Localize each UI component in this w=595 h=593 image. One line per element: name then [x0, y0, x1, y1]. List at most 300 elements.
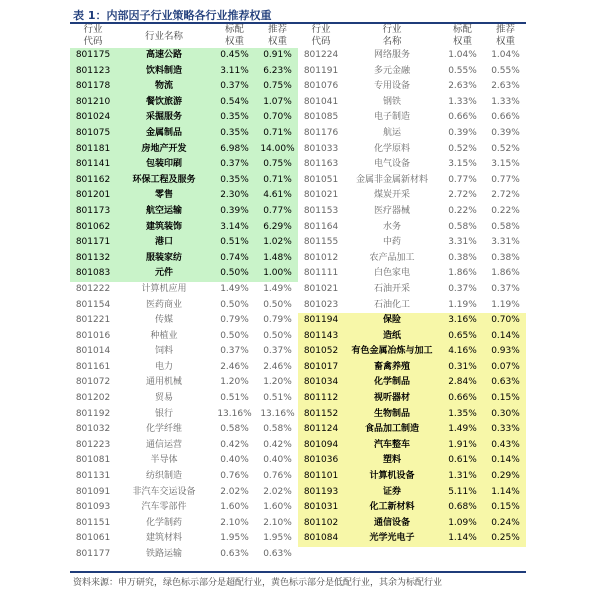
table-row: [298, 157, 526, 173]
table-row: [298, 360, 526, 376]
table-row: [70, 251, 298, 267]
industry-name: 白色家电: [373, 268, 410, 279]
industry-name: 电子制造: [373, 112, 410, 123]
left-header-row: [70, 24, 298, 48]
recommended-weight: 6.29%: [257, 220, 298, 236]
industry-code: 801014: [75, 346, 111, 357]
table-row: [298, 220, 526, 236]
industry-name: 化学原料: [373, 143, 410, 154]
industry-code: 801033: [303, 143, 339, 154]
recommended-weight: 0.07%: [485, 360, 526, 376]
industry-code: 801081: [75, 455, 111, 466]
recommended-weight: 0.15%: [485, 391, 526, 407]
industry-name: 造纸: [344, 329, 440, 345]
table-row: [298, 235, 526, 251]
recommended-weight: 1.95%: [263, 533, 292, 544]
table-row: [70, 204, 298, 220]
industry-name: 钢铁: [382, 96, 401, 107]
benchmark-weight: 0.37%: [212, 157, 257, 173]
table-row: [70, 485, 298, 501]
industry-name: 计算机设备: [344, 469, 440, 485]
recommended-weight: 0.51%: [263, 393, 292, 404]
benchmark-weight: 1.14%: [440, 531, 485, 547]
industry-code: 801224: [303, 50, 339, 60]
industry-name: 化工新材料: [344, 500, 440, 516]
benchmark-weight: 0.35%: [212, 173, 257, 189]
industry-name: 畜禽养殖: [344, 360, 440, 376]
benchmark-weight: 1.33%: [448, 96, 477, 107]
industry-code: 801094: [298, 438, 344, 454]
industry-code: 801222: [75, 283, 111, 294]
industry-name: 多元金融: [373, 65, 410, 76]
table-row: [298, 516, 526, 532]
industry-name: 中药: [382, 237, 401, 248]
recommended-weight: 0.14%: [485, 329, 526, 345]
industry-code: 801181: [70, 142, 116, 158]
benchmark-weight: 0.79%: [220, 315, 249, 326]
recommended-weight: 1.20%: [263, 377, 292, 388]
industry-name: 航运: [382, 127, 401, 138]
table-row: [70, 266, 298, 282]
industry-name: 食品加工制造: [344, 422, 440, 438]
recommended-weight: 0.50%: [263, 330, 292, 341]
benchmark-weight: 0.35%: [212, 126, 257, 142]
table-row: [70, 220, 298, 236]
recommended-weight: 1.04%: [491, 50, 520, 60]
table-row: [70, 469, 298, 485]
recommended-weight: 1.00%: [257, 266, 298, 282]
table-row: [298, 298, 526, 314]
benchmark-weight: 0.51%: [212, 235, 257, 251]
recommended-weight: 2.72%: [491, 190, 520, 201]
benchmark-weight: 6.98%: [212, 142, 257, 158]
recommended-weight: 0.30%: [485, 407, 526, 423]
table-row: [298, 329, 526, 345]
industry-name: 网络服务: [373, 50, 410, 60]
table-row: [70, 48, 298, 64]
table-row: [298, 375, 526, 391]
benchmark-weight: 2.46%: [220, 361, 249, 372]
industry-name: 铁路运输: [145, 549, 182, 559]
industry-name: 传媒: [154, 315, 173, 326]
table-row: [298, 173, 526, 189]
industry-code: 801152: [298, 407, 344, 423]
industry-code: 801085: [303, 112, 339, 123]
benchmark-weight: 0.45%: [212, 48, 257, 64]
industry-name: 光学光电子: [344, 531, 440, 547]
benchmark-weight: 0.37%: [212, 79, 257, 95]
benchmark-weight: 0.77%: [448, 174, 477, 185]
benchmark-weight: 3.15%: [448, 159, 477, 170]
table-row: [298, 469, 526, 485]
table-row: [298, 110, 526, 126]
industry-code: 801178: [70, 79, 116, 95]
industry-code: 801132: [70, 251, 116, 267]
industry-name: 医疗器械: [373, 205, 410, 216]
recommended-weight: 0.71%: [257, 126, 298, 142]
recommended-weight: 2.02%: [263, 486, 292, 497]
industry-code: 801091: [75, 486, 111, 497]
industry-name: 塑料: [344, 453, 440, 469]
industry-code: 801194: [298, 313, 344, 329]
table-row: [70, 126, 298, 142]
industry-code: 801171: [70, 235, 116, 251]
recommended-weight: 0.50%: [263, 299, 292, 310]
industry-name: 通信运营: [145, 439, 182, 450]
header-bench: 标配 权重: [224, 24, 244, 47]
recommended-weight: 0.38%: [491, 252, 520, 263]
industry-name: 服装家纺: [116, 251, 212, 267]
recommended-weight: 2.10%: [263, 517, 292, 528]
industry-code: 801012: [303, 252, 339, 263]
table-row: [70, 438, 298, 454]
industry-name: 专用设备: [373, 81, 410, 92]
industry-name: 采掘服务: [116, 110, 212, 126]
benchmark-weight: 0.50%: [220, 330, 249, 341]
industry-name: 汽车零部件: [141, 502, 187, 513]
recommended-weight: 0.29%: [485, 469, 526, 485]
industry-name: 物流: [116, 79, 212, 95]
industry-code: 801223: [75, 439, 111, 450]
industry-name: 化学纤维: [145, 424, 182, 435]
industry-code: 801164: [303, 221, 339, 232]
industry-code: 801154: [75, 299, 111, 310]
recommended-weight: 0.70%: [257, 110, 298, 126]
benchmark-weight: 0.61%: [440, 453, 485, 469]
industry-code: 801093: [75, 502, 111, 513]
header-code: 行业 代码: [83, 24, 103, 47]
industry-name: 化学制品: [344, 375, 440, 391]
industry-name: 石油化工: [373, 299, 410, 310]
benchmark-weight: 0.58%: [220, 424, 249, 435]
table-row: [70, 547, 298, 563]
table-row: [298, 344, 526, 360]
table-row: [70, 313, 298, 329]
recommended-weight: 0.75%: [257, 79, 298, 95]
table-row: [70, 453, 298, 469]
benchmark-weight: 0.55%: [448, 65, 477, 76]
benchmark-weight: 0.68%: [440, 500, 485, 516]
benchmark-weight: 0.58%: [448, 221, 477, 232]
benchmark-weight: 5.11%: [440, 485, 485, 501]
industry-code: 801021: [303, 190, 339, 201]
industry-code: 801083: [70, 266, 116, 282]
industry-name: 电力: [154, 361, 173, 372]
industry-name: 饲料: [154, 346, 173, 357]
industry-name: 金属非金属新材料: [355, 174, 428, 185]
table-row: [298, 48, 526, 64]
industry-name: 计算机应用: [141, 283, 187, 294]
industry-code: 801155: [303, 237, 339, 248]
recommended-weight: 4.61%: [257, 188, 298, 204]
table-row: [298, 188, 526, 204]
benchmark-weight: 2.63%: [448, 81, 477, 92]
industry-code: 801153: [303, 205, 339, 216]
table-row: [70, 344, 298, 360]
industry-code: 801176: [303, 127, 339, 138]
industry-name: 航空运输: [116, 204, 212, 220]
table-row: [298, 282, 526, 298]
table-title: 表 1：内部因子行业策略各行业推荐权重: [73, 9, 272, 22]
industry-name: 建筑装饰: [116, 220, 212, 236]
industry-name: 生物制品: [344, 407, 440, 423]
table-row: [70, 391, 298, 407]
benchmark-weight: 0.31%: [440, 360, 485, 376]
recommended-weight: 0.91%: [257, 48, 298, 64]
industry-name: 水务: [382, 221, 401, 232]
benchmark-weight: 1.35%: [440, 407, 485, 423]
recommended-weight: 0.22%: [491, 205, 520, 216]
benchmark-weight: 0.51%: [220, 393, 249, 404]
recommended-weight: 0.55%: [491, 65, 520, 76]
header-name: 行业 名称: [382, 24, 402, 47]
recommended-weight: 0.77%: [257, 204, 298, 220]
benchmark-weight: 0.35%: [212, 110, 257, 126]
industry-name: 高速公路: [116, 48, 212, 64]
benchmark-weight: 1.31%: [440, 469, 485, 485]
benchmark-weight: 0.63%: [220, 549, 249, 559]
recommended-weight: 3.15%: [491, 159, 520, 170]
table-row: [298, 126, 526, 142]
recommended-weight: 0.42%: [263, 439, 292, 450]
recommended-weight: 0.58%: [263, 424, 292, 435]
industry-code: 801062: [70, 220, 116, 236]
benchmark-weight: 0.66%: [448, 112, 477, 123]
benchmark-weight: 1.95%: [220, 533, 249, 544]
industry-name: 银行: [154, 408, 173, 419]
benchmark-weight: 2.72%: [448, 190, 477, 201]
recommended-weight: 1.60%: [263, 502, 292, 513]
table-row: [70, 235, 298, 251]
industry-code: 801151: [75, 517, 111, 528]
table-row: [298, 531, 526, 547]
benchmark-weight: 2.30%: [212, 188, 257, 204]
industry-code: 801191: [303, 65, 339, 76]
table-row: [70, 188, 298, 204]
benchmark-weight: 1.49%: [220, 283, 249, 294]
industry-code: 801124: [298, 422, 344, 438]
benchmark-weight: 0.39%: [448, 127, 477, 138]
industry-code: 801123: [70, 64, 116, 80]
benchmark-weight: 3.14%: [212, 220, 257, 236]
recommended-weight: 0.75%: [257, 157, 298, 173]
industry-name: 农产品加工: [369, 252, 415, 263]
industry-code: 801162: [70, 173, 116, 189]
recommended-weight: 14.00%: [257, 142, 298, 158]
recommended-weight: 0.40%: [263, 455, 292, 466]
benchmark-weight: 3.16%: [440, 313, 485, 329]
benchmark-weight: 2.84%: [440, 375, 485, 391]
benchmark-weight: 0.54%: [212, 95, 257, 111]
table-row: [70, 173, 298, 189]
benchmark-weight: 0.37%: [220, 346, 249, 357]
industry-name: 零售: [116, 188, 212, 204]
recommended-weight: 0.58%: [491, 221, 520, 232]
recommended-weight: 0.52%: [491, 143, 520, 154]
benchmark-weight: 0.38%: [448, 252, 477, 263]
recommended-weight: 6.23%: [257, 64, 298, 80]
benchmark-weight: 1.04%: [448, 50, 477, 60]
industry-code: 801163: [303, 159, 339, 170]
industry-name: 金属制品: [116, 126, 212, 142]
industry-code: 801051: [303, 174, 339, 185]
recommended-weight: 0.25%: [485, 531, 526, 547]
industry-name: 证券: [344, 485, 440, 501]
table-row: [70, 516, 298, 532]
industry-code: 801101: [298, 469, 344, 485]
benchmark-weight: 1.49%: [440, 422, 485, 438]
industry-code: 801161: [75, 361, 111, 372]
table-row: [70, 298, 298, 314]
recommended-weight: 1.49%: [263, 283, 292, 294]
recommended-weight: 0.24%: [485, 516, 526, 532]
industry-code: 801210: [70, 95, 116, 111]
recommended-weight: 0.70%: [485, 313, 526, 329]
table-row: [70, 407, 298, 423]
industry-name: 电气设备: [373, 159, 410, 170]
industry-code: 801201: [70, 188, 116, 204]
industry-name: 煤炭开采: [373, 190, 410, 201]
industry-name: 贸易: [154, 393, 173, 404]
table-row: [298, 204, 526, 220]
recommended-weight: 1.48%: [257, 251, 298, 267]
benchmark-weight: 1.91%: [440, 438, 485, 454]
table-row: [298, 391, 526, 407]
recommended-weight: 1.02%: [257, 235, 298, 251]
industry-code: 801052: [298, 344, 344, 360]
industry-code: 801017: [298, 360, 344, 376]
industry-name: 非汽车交运设备: [132, 486, 196, 497]
industry-code: 801061: [75, 533, 111, 544]
industry-code: 801102: [298, 516, 344, 532]
industry-code: 801031: [298, 500, 344, 516]
table-row: [298, 95, 526, 111]
benchmark-weight: 0.74%: [212, 251, 257, 267]
benchmark-weight: 2.10%: [220, 517, 249, 528]
recommended-weight: 0.37%: [263, 346, 292, 357]
table-row: [70, 157, 298, 173]
recommended-weight: 0.71%: [257, 173, 298, 189]
benchmark-weight: 1.19%: [448, 299, 477, 310]
industry-code: 801075: [70, 126, 116, 142]
table-row: [70, 360, 298, 376]
right-table: [298, 24, 526, 547]
benchmark-weight: 0.50%: [212, 266, 257, 282]
industry-name: 房地产开发: [116, 142, 212, 158]
table-row: [70, 375, 298, 391]
table-row: [70, 64, 298, 80]
recommended-weight: 0.66%: [491, 112, 520, 123]
industry-code: 801111: [303, 268, 339, 279]
industry-name: 石油开采: [373, 283, 410, 294]
benchmark-weight: 13.16%: [217, 408, 252, 419]
table-row: [298, 407, 526, 423]
industry-name: 医药商业: [145, 299, 182, 310]
industry-code: 801023: [303, 299, 339, 310]
recommended-weight: 1.07%: [257, 95, 298, 111]
industry-name: 环保工程及服务: [116, 173, 212, 189]
recommended-weight: 0.76%: [263, 471, 292, 482]
left-table: [70, 24, 298, 563]
recommended-weight: 0.43%: [485, 438, 526, 454]
industry-code: 801173: [70, 204, 116, 220]
benchmark-weight: 2.02%: [220, 486, 249, 497]
table-row: [70, 79, 298, 95]
industry-code: 801076: [303, 81, 339, 92]
industry-name: 餐饮旅游: [116, 95, 212, 111]
industry-code: 801034: [298, 375, 344, 391]
industry-name: 有色金属冶炼与加工: [344, 344, 440, 360]
industry-code: 801131: [75, 471, 111, 482]
industry-name: 饮料制造: [116, 64, 212, 80]
industry-code: 801084: [298, 531, 344, 547]
recommended-weight: 0.39%: [491, 127, 520, 138]
table-row: [70, 142, 298, 158]
table-row: [298, 251, 526, 267]
recommended-weight: 1.14%: [485, 485, 526, 501]
table-row: [298, 79, 526, 95]
right-header-row: [298, 24, 526, 48]
industry-code: 801024: [70, 110, 116, 126]
table-row: [298, 266, 526, 282]
benchmark-weight: 0.65%: [440, 329, 485, 345]
recommended-weight: 0.79%: [263, 315, 292, 326]
industry-code: 801112: [298, 391, 344, 407]
table-row: [298, 453, 526, 469]
recommended-weight: 0.63%: [263, 549, 292, 559]
benchmark-weight: 1.60%: [220, 502, 249, 513]
table-row: [70, 95, 298, 111]
table-row: [70, 329, 298, 345]
table-row: [298, 142, 526, 158]
table-row: [70, 110, 298, 126]
industry-code: 801036: [298, 453, 344, 469]
benchmark-weight: 1.86%: [448, 268, 477, 279]
recommended-weight: 2.46%: [263, 361, 292, 372]
benchmark-weight: 0.37%: [448, 283, 477, 294]
table-row: [298, 64, 526, 80]
benchmark-weight: 0.52%: [448, 143, 477, 154]
benchmark-weight: 0.39%: [212, 204, 257, 220]
benchmark-weight: 0.66%: [440, 391, 485, 407]
header-code: 行业 代码: [311, 24, 331, 47]
industry-code: 801141: [70, 157, 116, 173]
industry-code: 801072: [75, 377, 111, 388]
header-bench: 标配 权重: [452, 24, 472, 47]
industry-code: 801021: [303, 283, 339, 294]
benchmark-weight: 0.40%: [220, 455, 249, 466]
benchmark-weight: 1.20%: [220, 377, 249, 388]
industry-name: 港口: [116, 235, 212, 251]
table-row: [70, 531, 298, 547]
industry-code: 801143: [298, 329, 344, 345]
industry-code: 801221: [75, 315, 111, 326]
benchmark-weight: 3.11%: [212, 64, 257, 80]
benchmark-weight: 1.09%: [440, 516, 485, 532]
recommended-weight: 1.86%: [491, 268, 520, 279]
industry-code: 801032: [75, 424, 111, 435]
benchmark-weight: 0.76%: [220, 471, 249, 482]
industry-name: 通信设备: [344, 516, 440, 532]
industry-name: 包装印刷: [116, 157, 212, 173]
recommended-weight: 0.37%: [491, 283, 520, 294]
recommended-weight: 1.19%: [491, 299, 520, 310]
industry-code: 801192: [75, 408, 111, 419]
industry-code: 801016: [75, 330, 111, 341]
bottom-rule: [70, 571, 526, 573]
industry-name: 纺织制造: [145, 471, 182, 482]
recommended-weight: 0.63%: [485, 375, 526, 391]
